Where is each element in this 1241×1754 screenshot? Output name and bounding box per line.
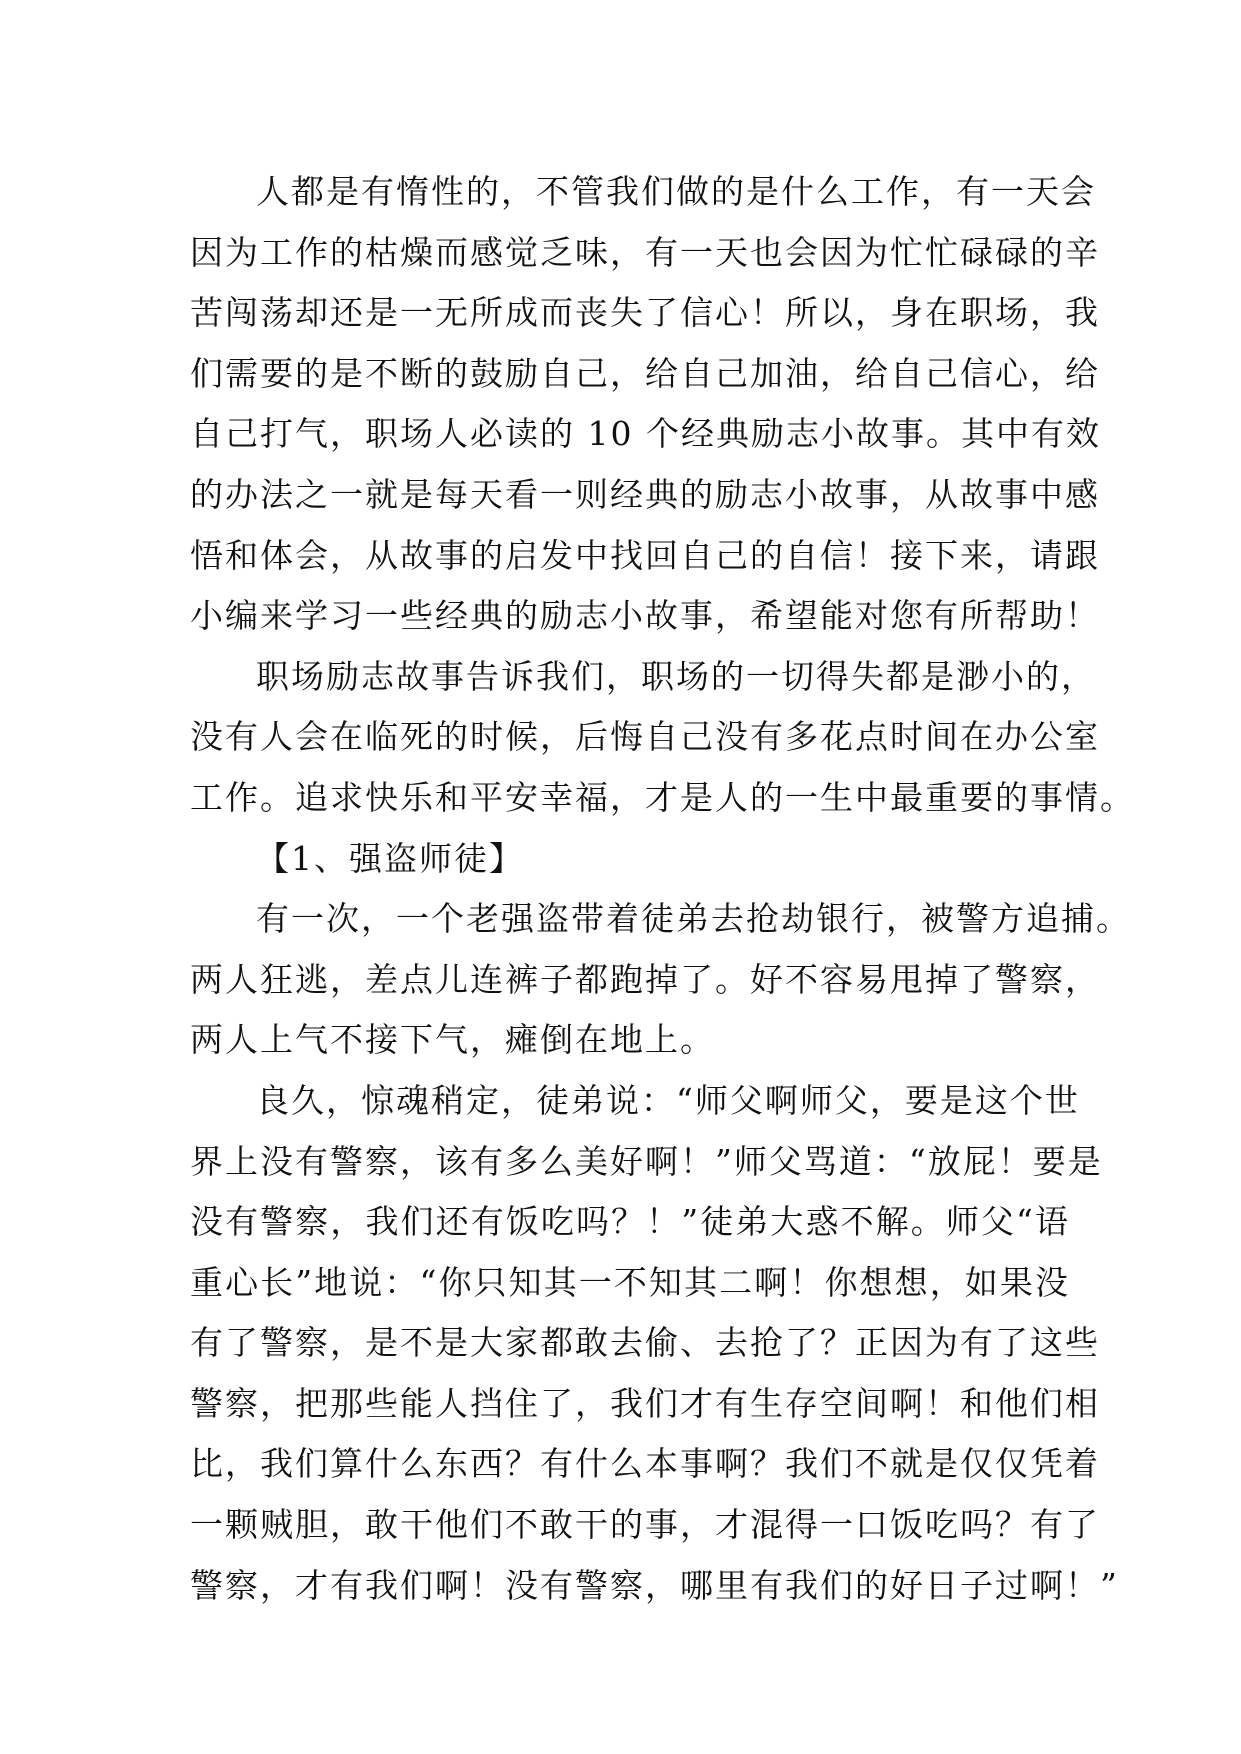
text-line: 重心长”地说：“你只知其一不知其二啊！你想想，如果没 (190, 1262, 1070, 1302)
text-line: 自己打气，职场人必读的 10 个经典励志小故事。其中有效 (190, 414, 1101, 454)
paragraph-summary (190, 647, 1135, 829)
text-line: 界上没有警察，该有多么美好啊！”师父骂道：“放屁！要是 (190, 1141, 1103, 1181)
text-line: 一颗贼胆，敢干他们不敢干的事，才混得一口饭吃吗？有了 (190, 1505, 1100, 1545)
text-line: 的办法之一就是每天看一则经典的励志小故事，从故事中感 (190, 474, 1100, 514)
text-line: 小编来学习一些经典的励志小故事，希望能对您有所帮助！ (190, 596, 1100, 636)
text-line: 比，我们算什么东西？有什么本事啊？我们不就是仅仅凭着 (190, 1444, 1100, 1484)
text-line: 因为工作的枯燥而感觉乏味，有一天也会因为忙忙碌碌的辛 (190, 232, 1100, 272)
text-line: 两人上气不接下气，瘫倒在地上。 (190, 1020, 715, 1060)
text-line: 警察，把那些能人挡住了，我们才有生存空间啊！和他们相 (190, 1383, 1100, 1423)
document-body (190, 162, 1135, 1616)
section-heading: 【1、强盗师徒】 (256, 838, 524, 878)
text-line: 没有人会在临死的时候，后悔自己没有多花点时间在办公室 (190, 717, 1100, 757)
text-line: 两人狂逃，差点儿连裤子都跑掉了。好不容易甩掉了警察， (190, 959, 1100, 999)
text-line: 人都是有惰性的，不管我们做的是什么工作，有一天会 (256, 172, 1096, 211)
text-line: 良久，惊魂稍定，徒弟说：“师父啊师父，要是这个世 (256, 1080, 1080, 1120)
paragraph-intro (190, 162, 1101, 647)
text-line: 们需要的是不断的鼓励自己，给自己加油，给自己信心，给 (190, 353, 1100, 393)
text-line: 没有警察，我们还有饭吃吗？！”徒弟大惑不解。师父“语 (190, 1202, 1070, 1242)
paragraph-story-dialogue (190, 1071, 1119, 1616)
paragraph-story-start (190, 889, 1131, 1071)
text-line: 有了警察，是不是大家都敢去偷、去抢了？正因为有了这些 (190, 1323, 1100, 1363)
text-line: 工作。追求快乐和平安幸福，才是人的一生中最重要的事情。 (190, 777, 1135, 817)
text-line: 职场励志故事告诉我们，职场的一切得失都是渺小的， (256, 656, 1096, 696)
text-line: 悟和体会，从故事的启发中找回自己的自信！接下来，请跟 (190, 535, 1100, 575)
text-line: 有一次，一个老强盗带着徒弟去抢劫银行，被警方追捕。 (256, 899, 1131, 939)
text-line: 警察，才有我们啊！没有警察，哪里有我们的好日子过啊！” (190, 1565, 1119, 1605)
text-line: 苦闯荡却还是一无所成而丧失了信心！所以，身在职场，我 (190, 293, 1100, 333)
